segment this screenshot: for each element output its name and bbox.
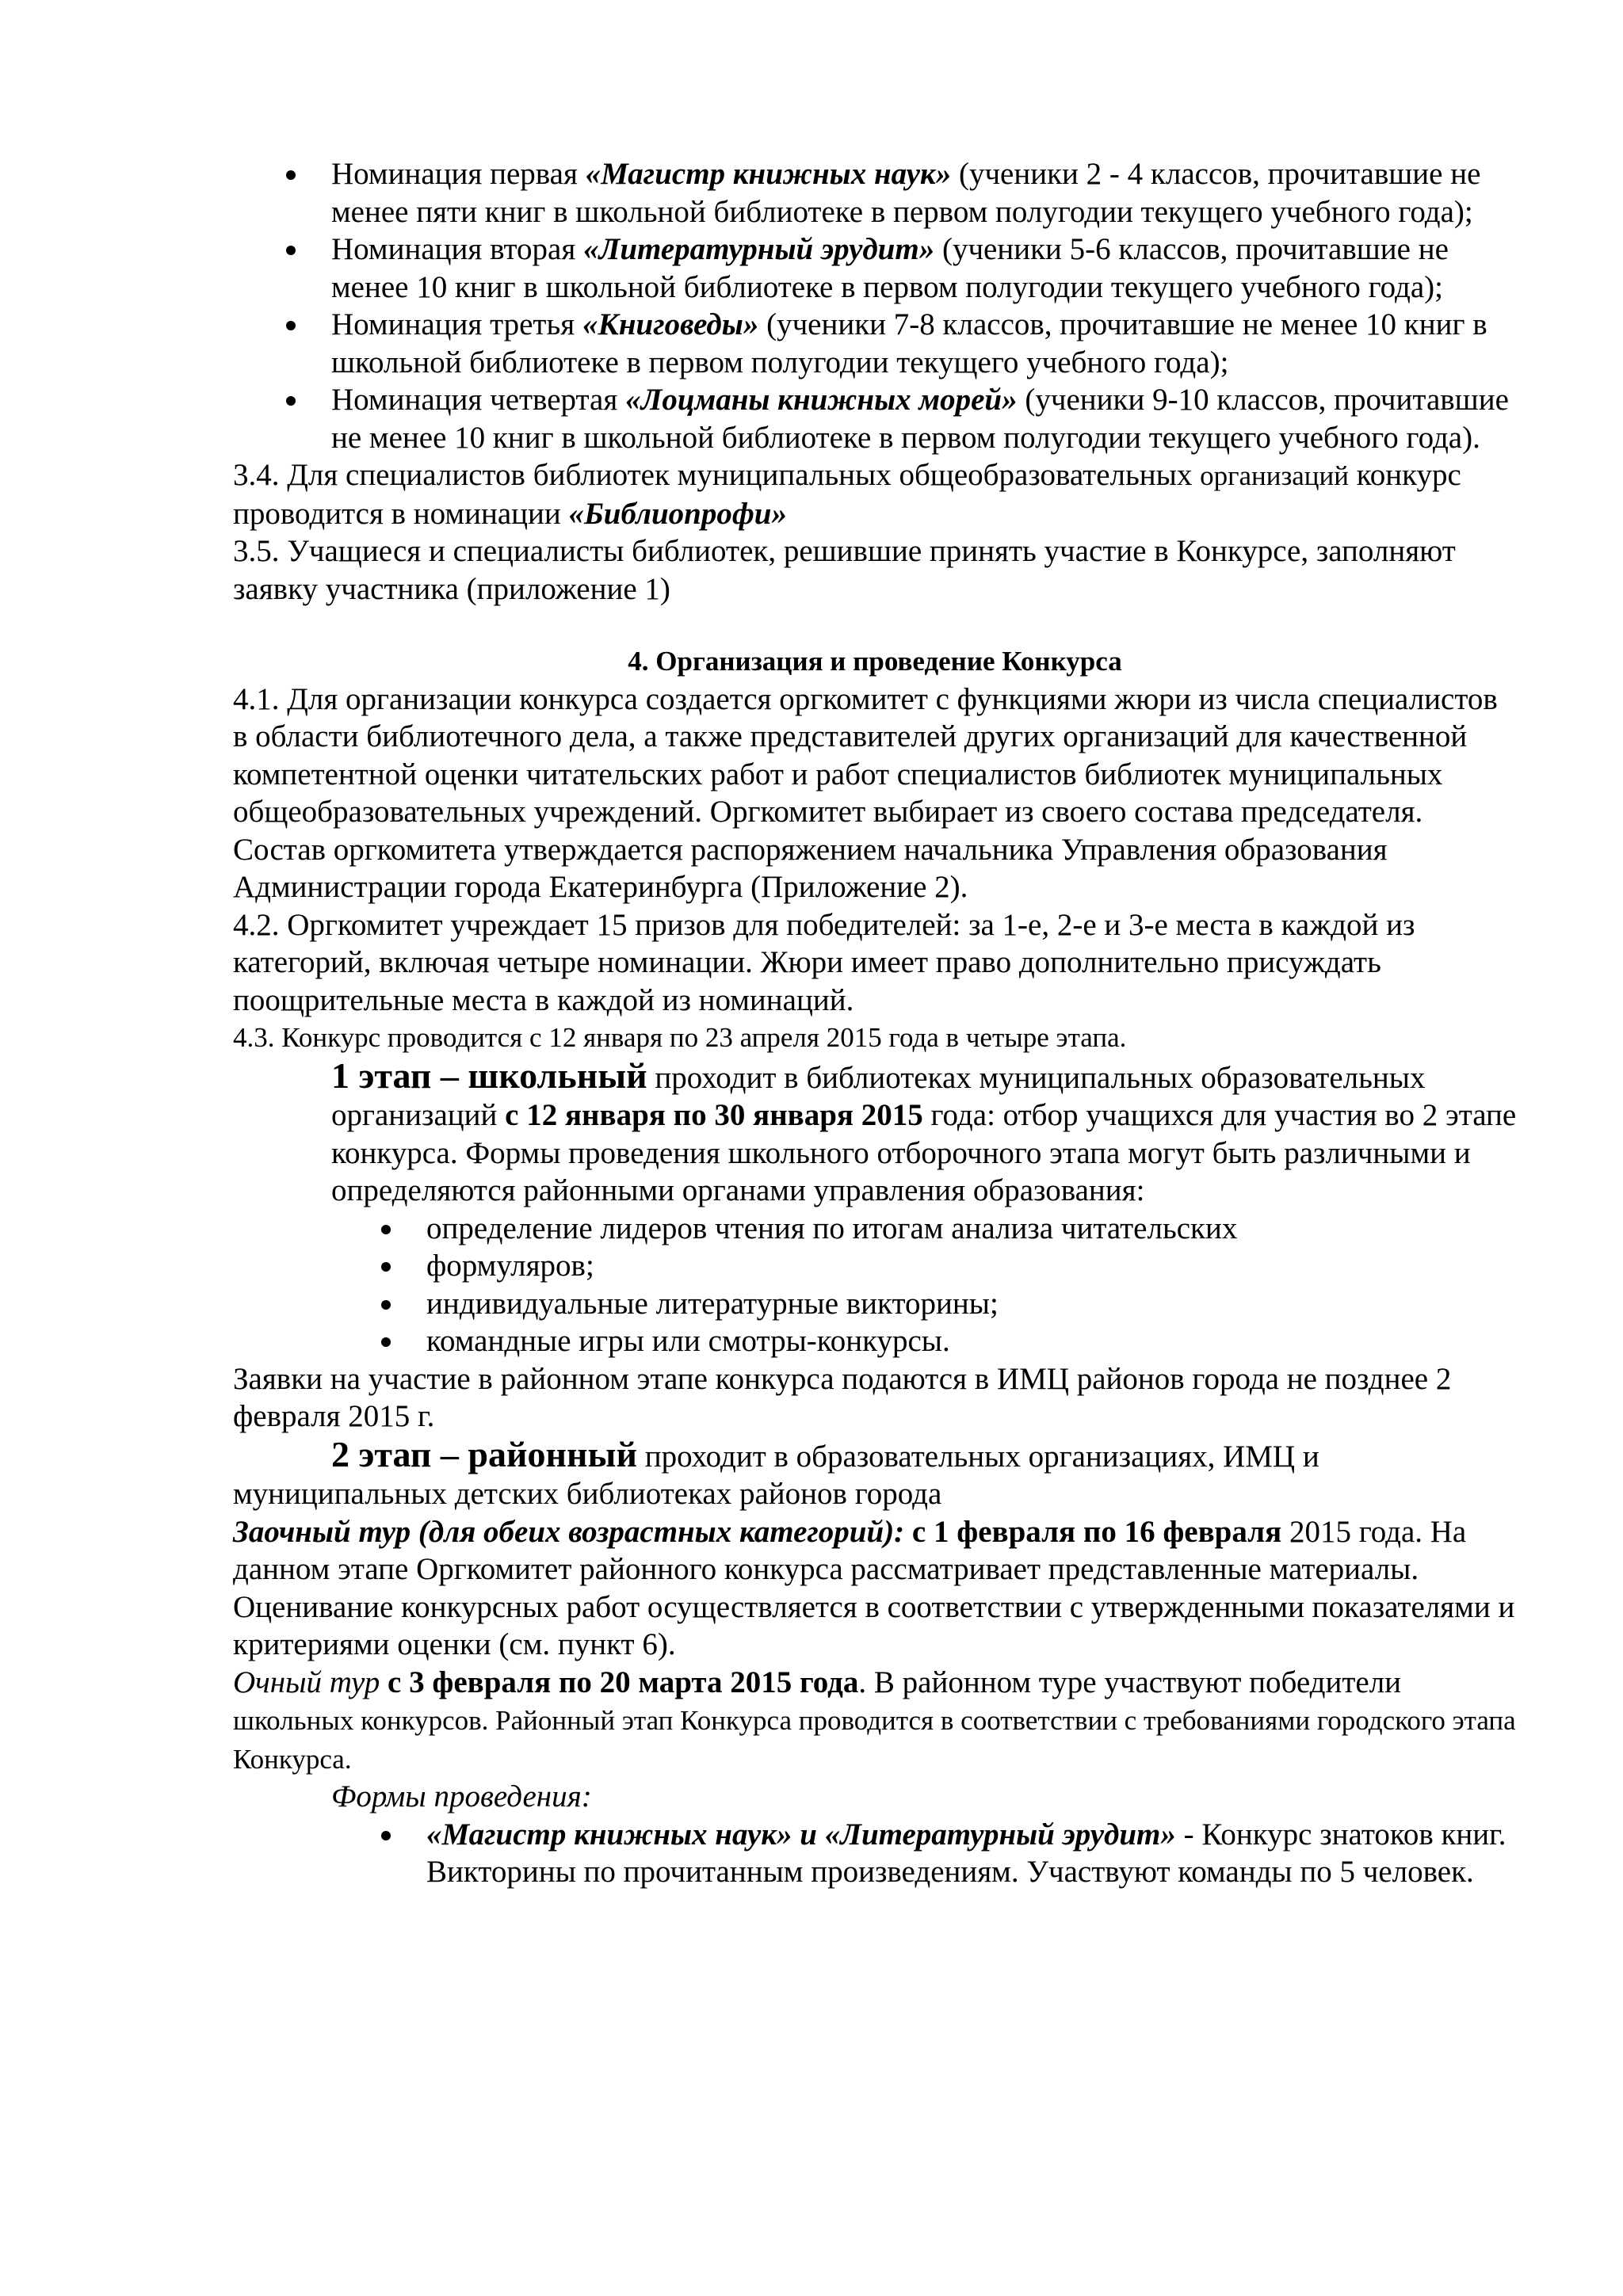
nomination-prefix: Номинация четвертая (331, 383, 626, 417)
list-item (233, 306, 1517, 381)
list-item (233, 1322, 1517, 1360)
paragraph-4-1: 4.1. Для организации конкурса создается оргкомитет с функциями жюри из числа специалистов в области библиотечного дела, а также представителей других организаций для качественной компетентной оценки читательских работ и работ специалистов библиотек муниципальных общеобразовательных учреждений. Оргкомитет выбирает из своего состава председателя. Состав оргкомитета утверждается распоряжением начальника Управления образования Администрации города Екатеринбурга (Приложение 2). (233, 681, 1498, 904)
bullet-icon (381, 1300, 391, 1310)
nomination-name: «Магистр книжных наук» (585, 157, 952, 191)
list-item (233, 1247, 1517, 1285)
list-item (233, 231, 1517, 306)
nominations-list (233, 155, 1517, 456)
paragraph-3-4 (233, 456, 1517, 532)
paragraph-text: 2015 года. На данном этапе Оргкомитет районного конкурса рассматривает представленные материалы. Оценивание конкурсных работ осуществляется в соответствии с утвержденными показателями и критериями оценки (см. пункт 6). (233, 1514, 1515, 1661)
forms-label: Формы проведения: (331, 1779, 592, 1814)
stage-dates: с 12 января по 30 января 2015 (505, 1098, 923, 1132)
stage-1-forms-list (233, 1210, 1517, 1360)
list-item (233, 1210, 1517, 1248)
section-heading: 4. Организация и проведение Конкурса (628, 646, 1122, 677)
nomination-description: (ученики 2 - 4 классов, прочитавшие не менее пяти книг в школьной библиотеке в первом полугодии текущего учебного года); (331, 157, 1481, 229)
bullet-icon (381, 1337, 391, 1347)
paragraph-4-2: 4.2. Оргкомитет учреждает 15 призов для победителей: за 1-е, 2-е и 3-е места в каждой из категорий, включая четыре номинации. Жюри имеет право дополнительно присуждать поощрительные места в каждой из номинаций. (233, 907, 1415, 1017)
round-label: Заочный тур (для обеих возрастных категорий): (233, 1514, 905, 1549)
paragraph-text: проходит в образовательных организациях, ИМЦ и муниципальных детских библиотеках районов города (233, 1439, 1319, 1511)
bullet-icon (286, 246, 296, 255)
nomination-name: «Лоцманы книжных морей» (625, 383, 1018, 417)
round-dates: с 3 февраля по 20 марта 2015 года (380, 1665, 859, 1699)
paragraph-text: организаций (1200, 460, 1349, 491)
paragraph-4-3: 4.3. Конкурс проводится с 12 января по 23 апреля 2015 года в четыре этапа. (233, 1022, 1127, 1053)
bullet-icon (381, 1831, 391, 1840)
nomination-description: (ученики 5-6 классов, прочитавшие не менее 10 книг в школьной библиотеке в первом полугодии текущего учебного года); (331, 232, 1449, 304)
paragraph-text: года: отбор учащихся для участия во 2 этапе конкурса. Формы проведения школьного отборочного этапа могут быть различными и определяются районными органами управления образования: (331, 1098, 1517, 1207)
nomination-name: «Литературный эрудит» (583, 232, 935, 266)
bullet-icon (286, 321, 296, 330)
document-body (233, 155, 1517, 1891)
stage-2-paragraph (233, 1433, 1517, 1513)
list-item (233, 1285, 1517, 1323)
spacer (233, 608, 1517, 643)
list-item (233, 1816, 1517, 1891)
nomination-prefix: Номинация вторая (331, 232, 584, 266)
round-label: Очный тур (233, 1665, 380, 1699)
paragraph-3-5: 3.5. Учащиеся и специалисты библиотек, решившие принять участие в Конкурсе, заполняют заявку участника (приложение 1) (233, 534, 1456, 606)
bullet-icon (381, 1225, 391, 1234)
paragraph-text: 3.4. Для специалистов библиотек муниципальных общеобразовательных (233, 458, 1201, 492)
nomination-prefix: Номинация первая (331, 157, 586, 191)
list-item (233, 155, 1517, 231)
list-item-text: - Конкурс знатоков книг. Викторины по прочитанным произведениям. Участвуют команды по 5 человек. (426, 1817, 1507, 1889)
list-item (233, 381, 1517, 456)
bullet-icon (381, 1262, 391, 1272)
stage-title: 1 этап – школьный (331, 1055, 647, 1096)
list-item-text: индивидуальные литературные викторины; (426, 1286, 999, 1321)
list-item-text: командные игры или смотры-конкурсы. (426, 1324, 950, 1358)
nomination-description: (ученики 7-8 классов, прочитавшие не менее 10 книг в школьной библиотеке в первом полугодии текущего учебного года); (331, 307, 1487, 379)
correspondence-round (233, 1513, 1517, 1664)
round-dates: с 1 февраля по 16 февраля (904, 1514, 1282, 1549)
paragraph-text: конкурс проводится в номинации (233, 458, 1461, 531)
nomination-description: (ученики 9-10 классов, прочитавшие не менее 10 книг в школьной библиотеке в первом полугодии текущего учебного года). (331, 383, 1509, 455)
list-item-text: формуляров; (426, 1249, 594, 1283)
nomination-name: «Книговеды» (582, 307, 759, 341)
list-item-text: определение лидеров чтения по итогам анализа читательских (426, 1211, 1238, 1245)
nomination-name: «Библиопрофи» (568, 496, 787, 531)
applications-paragraph: Заявки на участие в районном этапе конкурса подаются в ИМЦ районов города не позднее 2 февраля 2015 г. (233, 1361, 1452, 1433)
nomination-prefix: Номинация третья (331, 307, 582, 341)
bullet-icon (286, 170, 296, 180)
paragraph-text: проходит в библиотеках муниципальных образовательных организаций (331, 1060, 1426, 1132)
nomination-name: «Магистр книжных наук» и «Литературный эрудит» (426, 1817, 1176, 1852)
indent (233, 1440, 331, 1474)
stage-1-paragraph (233, 1057, 1517, 1210)
stage-title: 2 этап – районный (331, 1433, 637, 1474)
fulltime-round (233, 1664, 1517, 1779)
paragraph-text: школьных конкурсов. Районный этап Конкурса проводится в соответствии с требованиями городского этапа Конкурса. (233, 1705, 1516, 1775)
bullet-icon (286, 396, 296, 406)
paragraph-text: . В районном туре участвуют победители (858, 1665, 1402, 1699)
